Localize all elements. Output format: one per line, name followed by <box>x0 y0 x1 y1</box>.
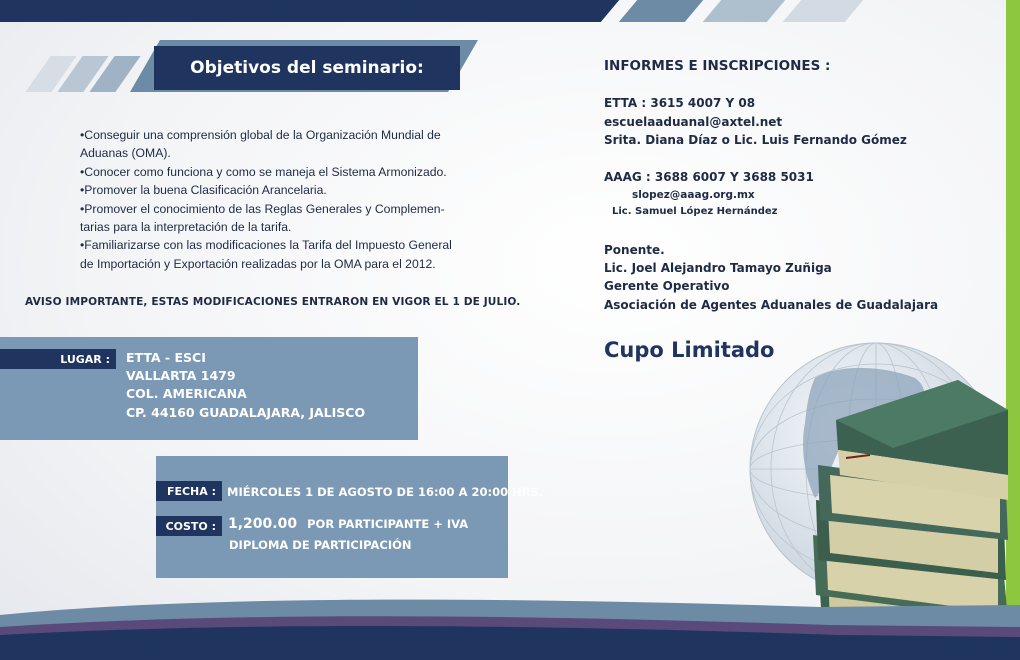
objective-line: Aduanas (OMA). <box>80 146 171 161</box>
info-title: INFORMES E INSCRIPCIONES : <box>604 58 831 74</box>
date-value: MIÉRCOLES 1 DE AGOSTO DE 16:00 A 20:00 HRS. <box>227 485 544 499</box>
cost-amount: 1,200.00 <box>228 516 298 532</box>
top-stripe-mid <box>619 0 703 22</box>
cost-label: COSTO : <box>156 516 222 536</box>
objective-line: •Conseguir una comprensión global de la Organización Mundial de <box>80 128 441 142</box>
speaker-title: Ponente. <box>604 243 665 257</box>
objective-line: tarias para la interpretación de la tarifa. <box>80 220 292 235</box>
cost-suffix: POR PARTICIPANTE + IVA <box>307 517 469 531</box>
objective-line: •Promover la buena Clasificación Arancelaria. <box>80 183 327 198</box>
etta-phone: ETTA : 3615 4007 Y 08 <box>604 96 756 110</box>
etta-email: escuelaaduanal@axtel.net <box>604 115 783 129</box>
objective-line: •Promover el conocimiento de las Reglas Generales y Complemen- <box>80 201 445 216</box>
address-line: CP. 44160 GUADALAJARA, JALISCO <box>126 404 366 420</box>
address-line: VALLARTA 1479 <box>126 368 236 384</box>
aaag-email: slopez@aaag.org.mx <box>632 189 755 201</box>
speaker-role: Gerente Operativo <box>604 279 730 293</box>
section-title: Objetivos del seminario: <box>154 46 460 90</box>
limited-seats: Cupo Limitado <box>604 338 775 362</box>
diploma-text: DIPLOMA DE PARTICIPACIÓN <box>229 538 412 552</box>
location-label: LUGAR : <box>0 349 116 369</box>
aaag-phone: AAAG : 3688 6007 Y 3688 5031 <box>604 170 814 184</box>
address-line: ETTA - ESCI <box>126 350 206 365</box>
objective-line: •Familiarizarse con las modificaciones la Tarifa del Impuesto General <box>80 238 452 253</box>
objective-line: de Importación y Exportación realizadas por la OMA para el 2012. <box>80 256 436 271</box>
objective-line: •Conocer como funciona y como se maneja el Sistema Armonizado. <box>80 164 447 179</box>
top-stripe-pale <box>783 0 863 22</box>
important-notice: AVISO IMPORTANTE, ESTAS MODIFICACIONES ENTRARON EN VIGOR EL 1 DE JULIO. <box>25 296 521 308</box>
address-line: COL. AMERICANA <box>126 386 247 402</box>
speaker-org: Asociación de Agentes Aduanales de Guadalajara <box>604 298 939 312</box>
objectives-list <box>80 126 480 273</box>
etta-contact: Srita. Diana Díaz o Lic. Luis Fernando Gómez <box>604 133 907 147</box>
bottom-wave <box>0 585 1020 660</box>
top-stripe-dark <box>0 0 619 22</box>
cost-value <box>228 516 468 532</box>
top-stripe-light <box>703 0 785 22</box>
aaag-contact: Lic. Samuel López Hernández <box>612 206 778 217</box>
speaker-name: Lic. Joel Alejandro Tamayo Zuñiga <box>604 261 832 275</box>
date-label: FECHA : <box>156 481 222 501</box>
location-address <box>126 349 365 422</box>
